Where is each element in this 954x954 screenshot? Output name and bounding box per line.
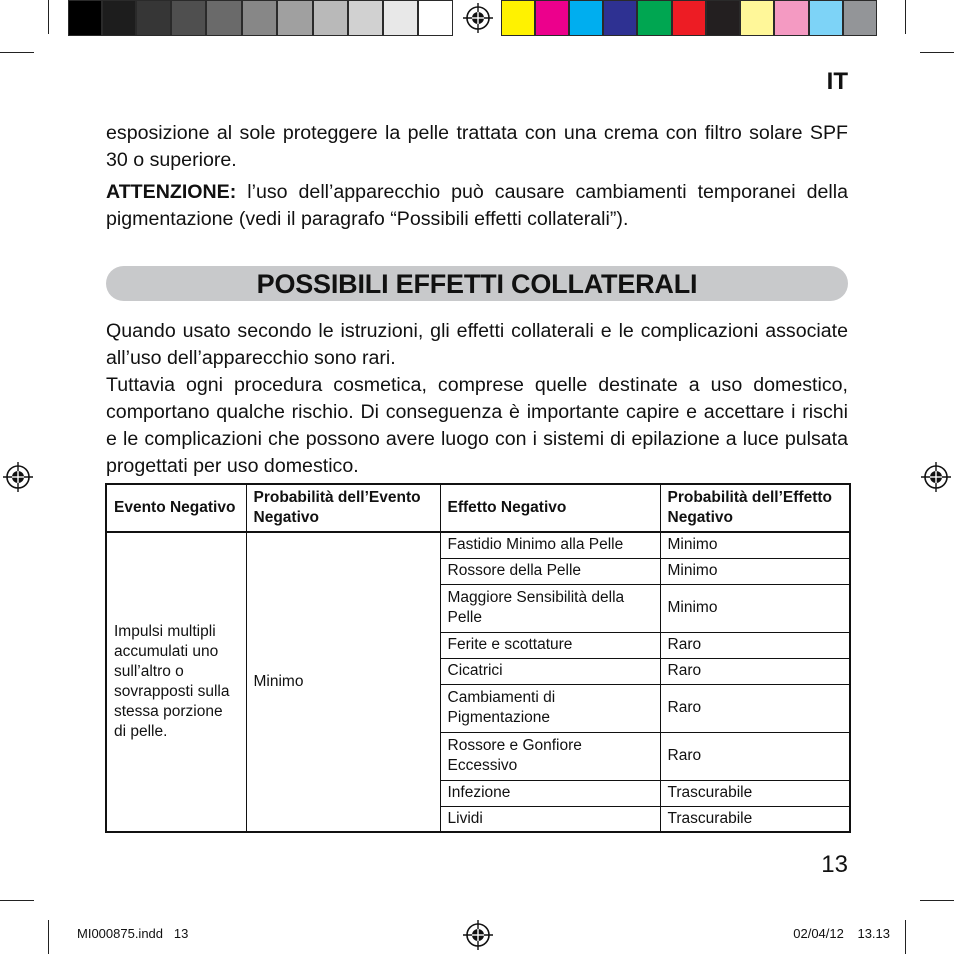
event-text: Impulsi multipli accumulati uno sull’altro o sovrapposti sulla stessa porzione di pelle.: [114, 623, 230, 740]
warning-text: l’uso dell’apparecchio può causare cambiamenti temporanei della pigmentazione (vedi il paragrafo “Possibili effetti collaterali”).: [106, 181, 848, 230]
page-number: 13: [821, 851, 848, 878]
column-header: Evento Negativo: [106, 484, 246, 532]
event-cell: [106, 532, 246, 832]
color-swatch: [740, 0, 774, 36]
effect-cell: Cicatrici: [440, 658, 660, 684]
effect-probability-cell: Minimo: [660, 558, 850, 584]
registration-mark-icon: [463, 3, 493, 33]
effect-probability-cell: Raro: [660, 732, 850, 780]
language-label: IT: [826, 68, 848, 95]
color-swatch: [535, 0, 569, 36]
color-swatch: [809, 0, 843, 36]
effect-probability-cell: Raro: [660, 658, 850, 684]
gray-swatch: [102, 0, 136, 36]
table-row: [106, 532, 850, 558]
file-label: MI000875.indd 13: [77, 926, 189, 941]
gray-swatch: [206, 0, 242, 36]
color-swatch: [569, 0, 603, 36]
gray-swatch: [313, 0, 348, 36]
column-header: Effetto Negativo: [440, 484, 660, 532]
effect-cell: Rossore e Gonfiore Eccessivo: [440, 732, 660, 780]
color-swatch: [603, 0, 637, 36]
effect-cell: Rossore della Pelle: [440, 558, 660, 584]
crop-mark: [48, 920, 49, 954]
crop-mark: [920, 900, 954, 901]
side-effects-table: [105, 483, 851, 833]
column-header: Probabilità dell’Evento Negativo: [246, 484, 440, 532]
color-swatch: [774, 0, 809, 36]
gray-swatch: [68, 0, 102, 36]
table-header-row: [106, 484, 850, 532]
crop-mark: [905, 920, 906, 954]
crop-mark: [0, 52, 34, 53]
crop-mark: [0, 900, 34, 901]
crop-mark: [905, 0, 906, 34]
gray-swatch: [277, 0, 313, 36]
effect-cell: Fastidio Minimo alla Pelle: [440, 532, 660, 558]
color-swatch: [706, 0, 740, 36]
effect-probability-cell: Trascurabile: [660, 806, 850, 832]
gray-swatch: [418, 0, 453, 36]
effect-probability-cell: Minimo: [660, 584, 850, 632]
crop-mark: [920, 52, 954, 53]
warning-label: ATTENZIONE:: [106, 181, 237, 203]
event-probability-cell: Minimo: [246, 532, 440, 832]
print-date-time: 02/04/12 13.13: [793, 926, 890, 941]
color-swatch: [501, 0, 535, 36]
gray-swatch: [242, 0, 277, 36]
effect-cell: Infezione: [440, 780, 660, 806]
color-swatch: [672, 0, 706, 36]
effect-probability-cell: Raro: [660, 632, 850, 658]
effect-probability-cell: Raro: [660, 684, 850, 732]
column-header: Probabilità dell’Effetto Negativo: [660, 484, 850, 532]
section-heading-band: [106, 266, 848, 301]
effect-cell: Ferite e scottature: [440, 632, 660, 658]
color-swatch: [637, 0, 672, 36]
gray-swatch: [136, 0, 171, 36]
section-title: POSSIBILI EFFETTI COLLATERALI: [256, 269, 698, 299]
gray-swatch: [171, 0, 206, 36]
color-swatch: [843, 0, 877, 36]
gray-swatch: [383, 0, 418, 36]
registration-mark-icon: [463, 920, 493, 950]
effect-cell: Lividi: [440, 806, 660, 832]
effect-cell: Maggiore Sensibilità della Pelle: [440, 584, 660, 632]
gray-swatch: [348, 0, 383, 36]
effect-probability-cell: Trascurabile: [660, 780, 850, 806]
crop-mark: [48, 0, 49, 34]
registration-mark-icon: [921, 462, 951, 492]
registration-mark-icon: [3, 462, 33, 492]
section-paragraph-1: Quando usato secondo le istruzioni, gli effetti collaterali e le complicazioni associate all’uso dell’apparecchio sono rari.: [106, 320, 848, 369]
warning-paragraph: [106, 179, 848, 233]
section-paragraph-2: Tuttavia ogni procedura cosmetica, comprese quelle destinate a uso domestico, comportano qualche rischio. Di conseguenza è importante capire e accettare i rischi e le complicazioni che possono avere luogo con i sistemi di epilazione a luce pulsata progettati per uso domestico.: [106, 374, 848, 477]
effect-probability-cell: Minimo: [660, 532, 850, 558]
effect-cell: Cambiamenti di Pigmentazione: [440, 684, 660, 732]
intro-paragraph: esposizione al sole proteggere la pelle trattata con una crema con filtro solare SPF 30 o superiore.: [106, 122, 848, 171]
